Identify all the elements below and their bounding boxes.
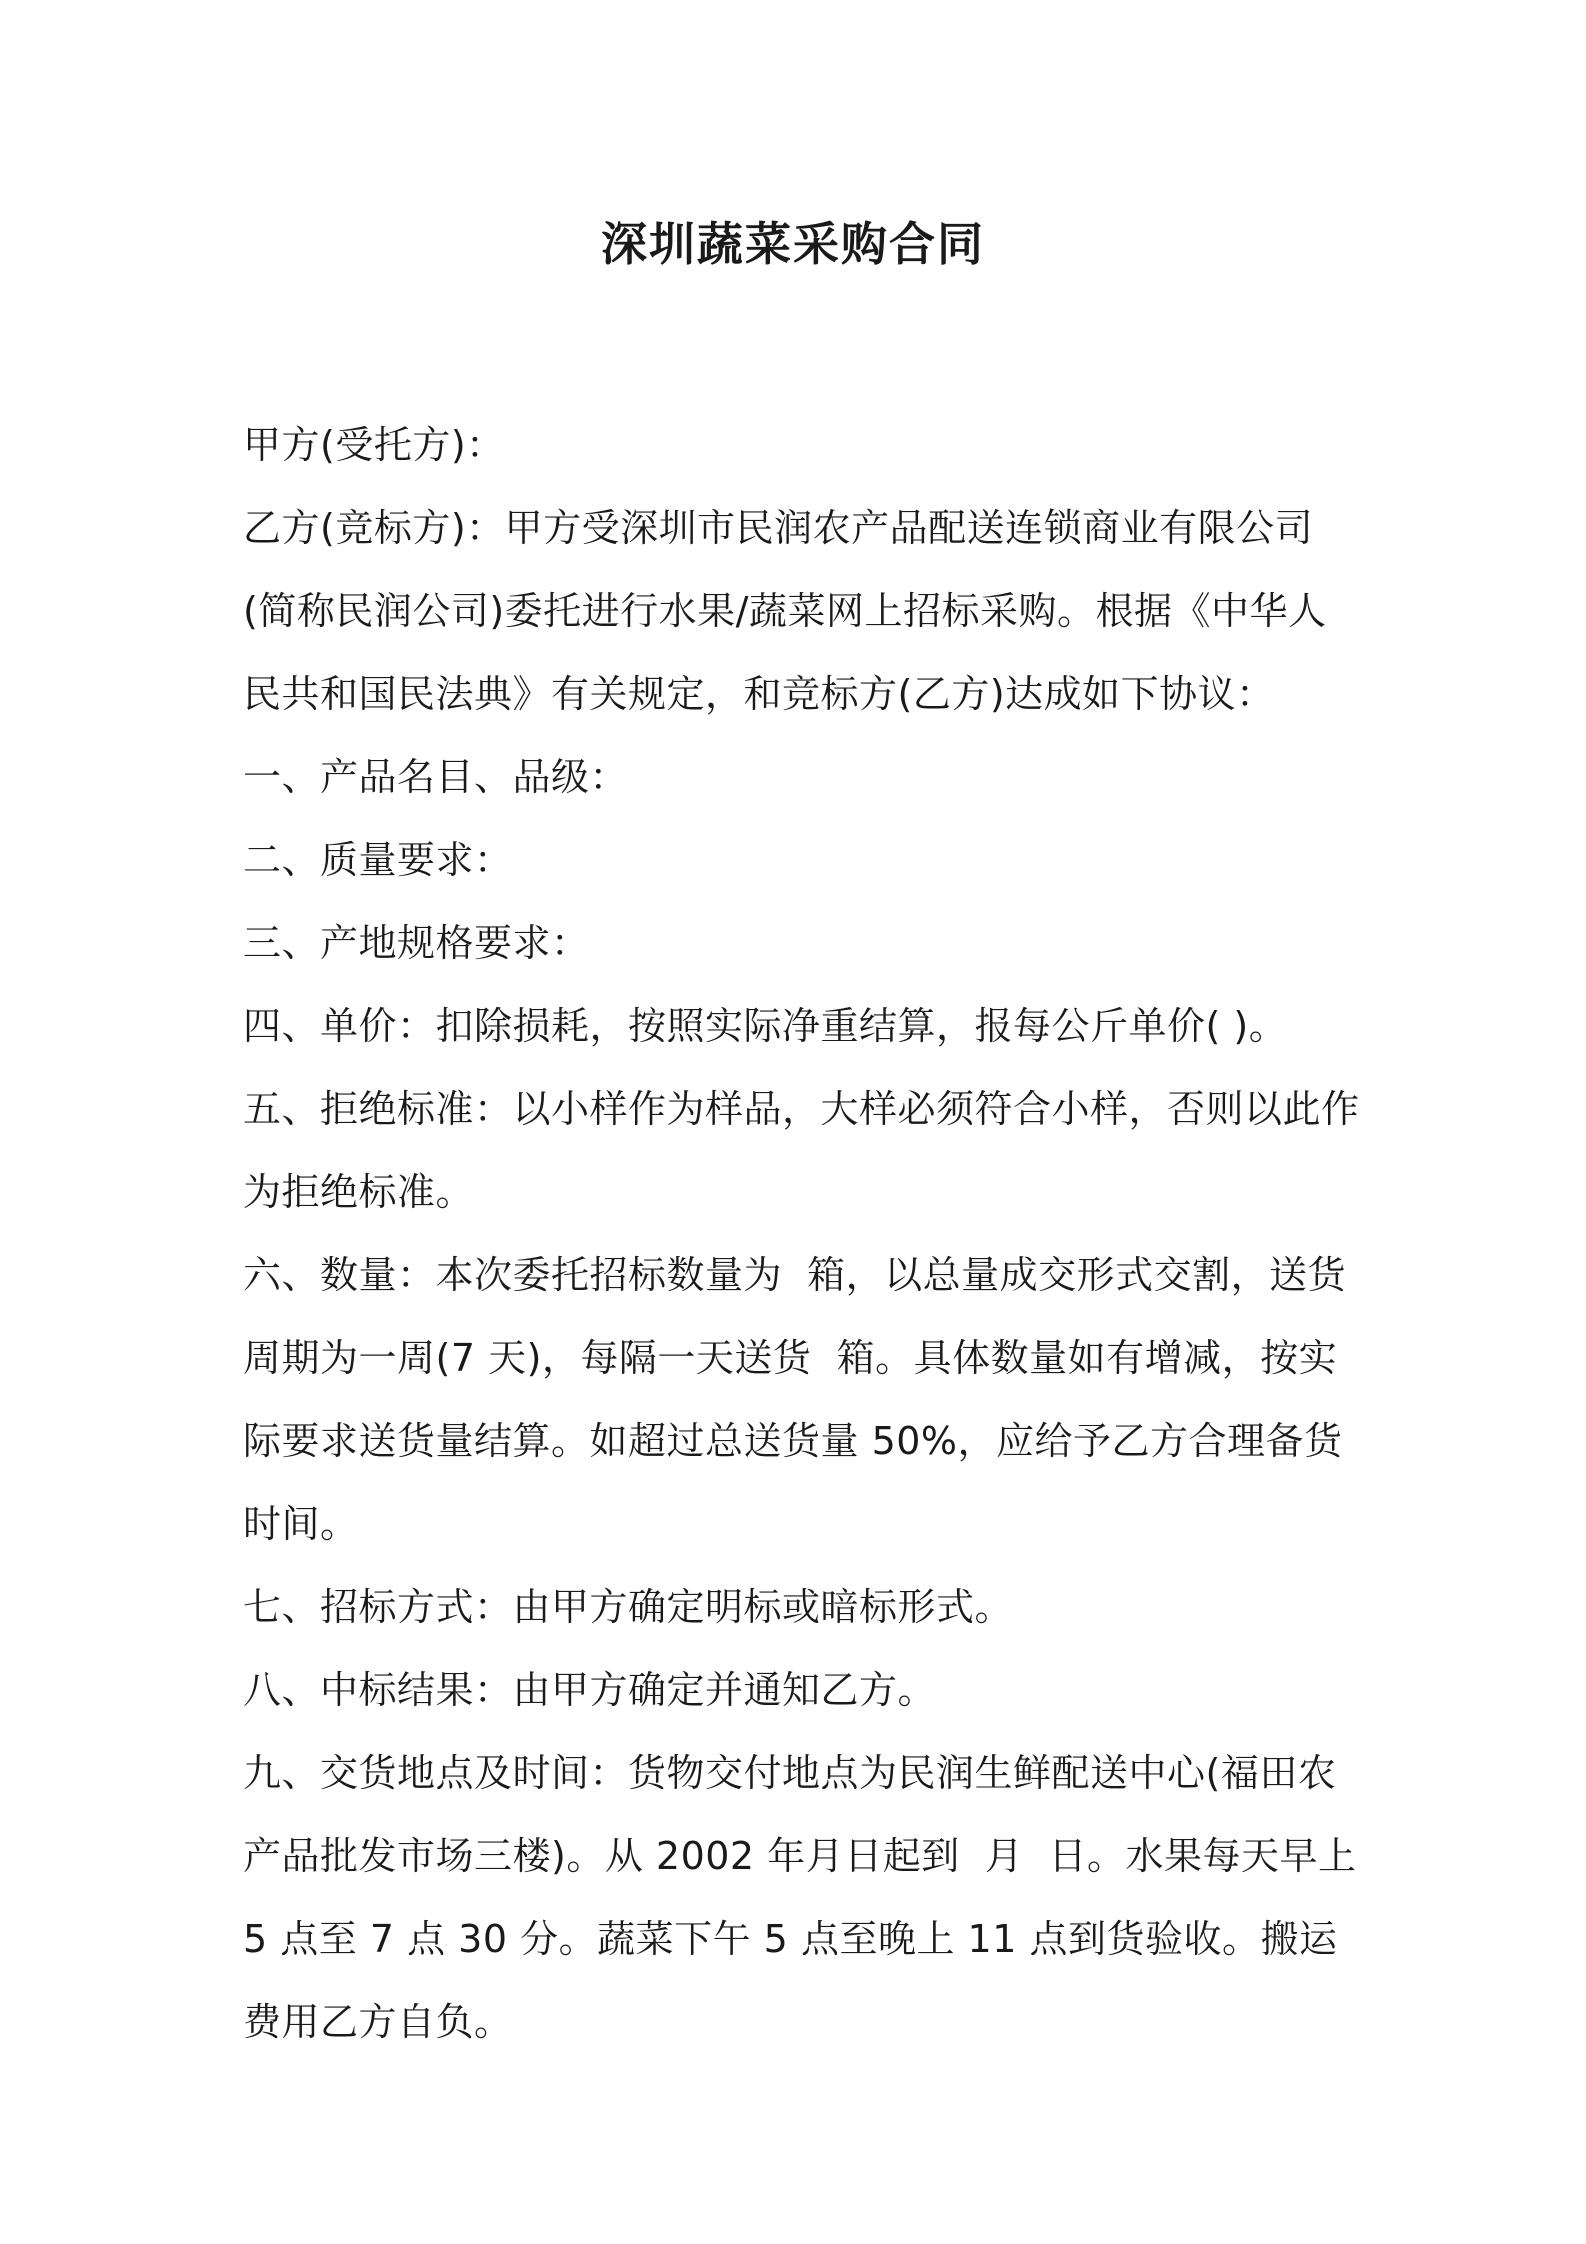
clause-8-bid-result: 八、中标结果：由甲方确定并通知乙方。 bbox=[243, 1668, 937, 1712]
clause-9-delivery: 九、交货地点及时间：货物交付地点为民润生鲜配送中心(福田农产品批发市场三楼)。从 2002 年月日起到 月 日。水果每天早上 5 点至 7 点 30 分。蔬菜下午 5 点至晚上 11 点到货验收。搬运费用乙方自负。 bbox=[243, 1751, 1370, 2044]
document-body bbox=[243, 404, 1370, 2064]
document-title: 深圳蔬菜采购合同 bbox=[601, 217, 985, 271]
clause-2-quality: 二、质量要求： bbox=[243, 838, 513, 882]
clause-6-quantity: 六、数量：本次委托招标数量为 箱，以总量成交形式交割，送货周期为一周(7 天)，每隔一天送货 箱。具体数量如有增减，按实际要求送货量结算。如超过总送货量 50%，应给予乙方合理备货时间。 bbox=[243, 1253, 1347, 1546]
clause-1-product-items: 一、产品名目、品级： bbox=[243, 755, 629, 799]
clause-4-unit-price: 四、单价：扣除损耗，按照实际净重结算，报每公斤单价( )。 bbox=[243, 1004, 1288, 1048]
clause-5-rejection-standard: 五、拒绝标准：以小样作为样品，大样必须符合小样，否则以此作为拒绝标准。 bbox=[243, 1087, 1360, 1214]
party-b-intro-paragraph: 乙方(竞标方)：甲方受深圳市民润农产品配送连锁商业有限公司(简称民润公司)委托进行水果/蔬菜网上招标采购。根据《中华人民共和国民法典》有关规定，和竞标方(乙方)达成如下协议： bbox=[243, 506, 1327, 716]
clause-7-bidding-method: 七、招标方式：由甲方确定明标或暗标形式。 bbox=[243, 1585, 1014, 1629]
clause-3-origin-spec: 三、产地规格要求： bbox=[243, 921, 590, 965]
party-a-line: 甲方(受托方)： bbox=[243, 423, 505, 467]
